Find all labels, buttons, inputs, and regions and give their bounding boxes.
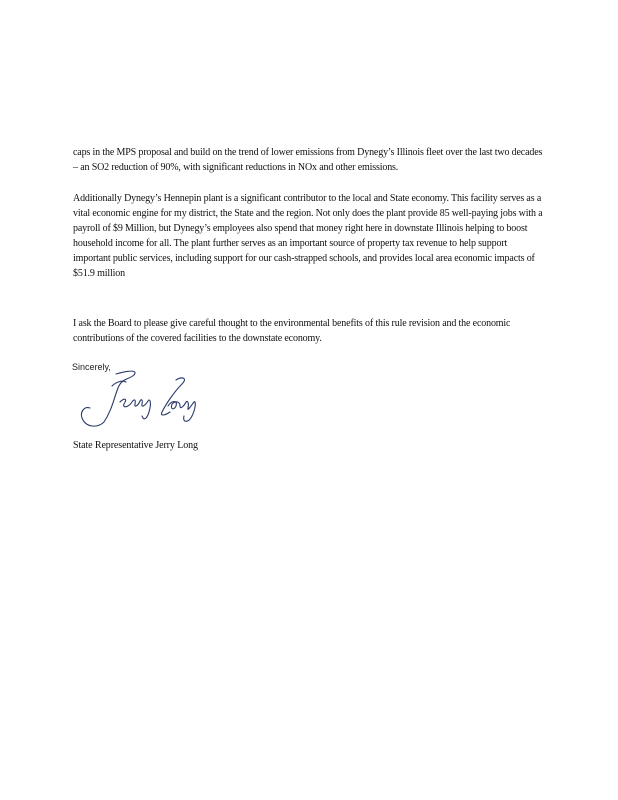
body-paragraph-request: I ask the Board to please give careful thought to the environmental benefits of this rule revision and the economic contributions of the covered facilities to the downstate economy. (73, 318, 511, 344)
body-paragraph-emissions: caps in the MPS proposal and build on the trend of lower emissions from Dynegy’s Illinois fleet over the last two decades – an SO2 reduction of 90%, with significant reductions in NOx and other emissions. (73, 147, 543, 173)
body-paragraph-economy: Additionally Dynegy’s Hennepin plant is a significant contributor to the local and State economy. This facility serves as a vital economic engine for my district, the State and the region. Not only does the plant provide 85 well-paying jobs with a payroll of $9 Million, but Dynegy’s employees also spend that money right here in downstate Illinois helping to boost household income for all. The plant further serves as an important source of property tax revenue to help support important public services, including support for our cash-strapped schools, and provides local area economic impacts of $51.9 million (73, 193, 543, 279)
closing-salutation: Sincerely, (72, 362, 111, 372)
handwritten-signature (78, 366, 198, 430)
signer-name-title: State Representative Jerry Long (73, 440, 198, 451)
